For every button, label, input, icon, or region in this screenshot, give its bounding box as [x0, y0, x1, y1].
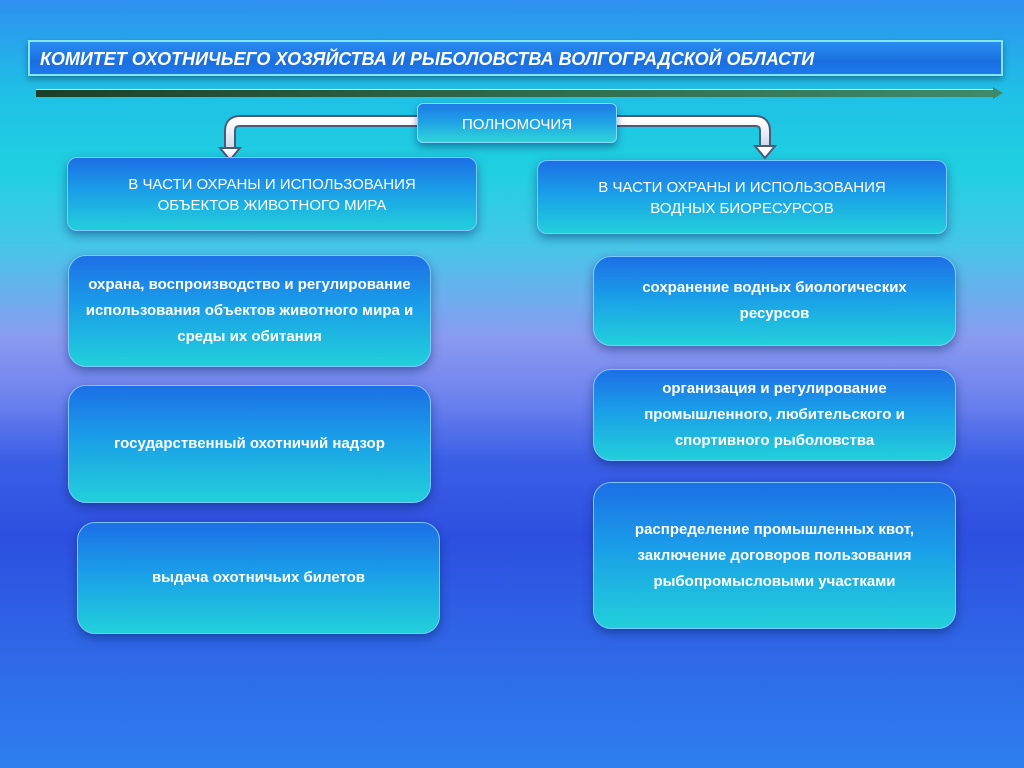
right-item-2-text: организация и регулирование промышленного, любительского и спортивного рыболовства — [644, 380, 905, 449]
right-item-1 — [593, 256, 956, 346]
left-item-3-text: выдача охотничьих билетов — [151, 569, 366, 586]
left-item-2-text: государственный охотничий надзор — [114, 435, 385, 452]
left-item-1-text: охрана, воспроизводство и регулирование использования объектов животного мира и среды их обитания — [85, 276, 414, 345]
left-item-3 — [77, 522, 440, 634]
page-title: КОМИТЕТ ОХОТНИЧЬЕГО ХОЗЯЙСТВА И РЫБОЛОВСТВА ВОЛГОГРАДСКОЙ ОБЛАСТИ — [40, 49, 815, 69]
right-heading-text: В ЧАСТИ ОХРАНЫ И ИСПОЛЬЗОВАНИЯ ВОДНЫХ БИОРЕСУРСОВ — [598, 179, 886, 217]
right-item-3-text: распределение промышленных квот, заключение договоров пользования рыбопромысловыми участками — [634, 520, 915, 590]
right-item-3 — [593, 482, 956, 629]
right-item-2 — [593, 369, 956, 461]
right-connector-arrow — [617, 121, 765, 148]
left-heading — [67, 157, 477, 231]
right-heading — [537, 160, 947, 234]
root-node: ПОЛНОМОЧИЯ — [417, 103, 617, 143]
left-heading-text: В ЧАСТИ ОХРАНЫ И ИСПОЛЬЗОВАНИЯ ОБЪЕКТОВ ЖИВОТНОГО МИРА — [128, 176, 416, 214]
right-arrowhead — [755, 146, 775, 158]
right-item-1-text: сохранение водных биологических ресурсов — [642, 279, 907, 322]
left-item-1 — [68, 255, 431, 367]
left-connector-arrow — [230, 121, 417, 150]
left-item-2 — [68, 385, 431, 503]
